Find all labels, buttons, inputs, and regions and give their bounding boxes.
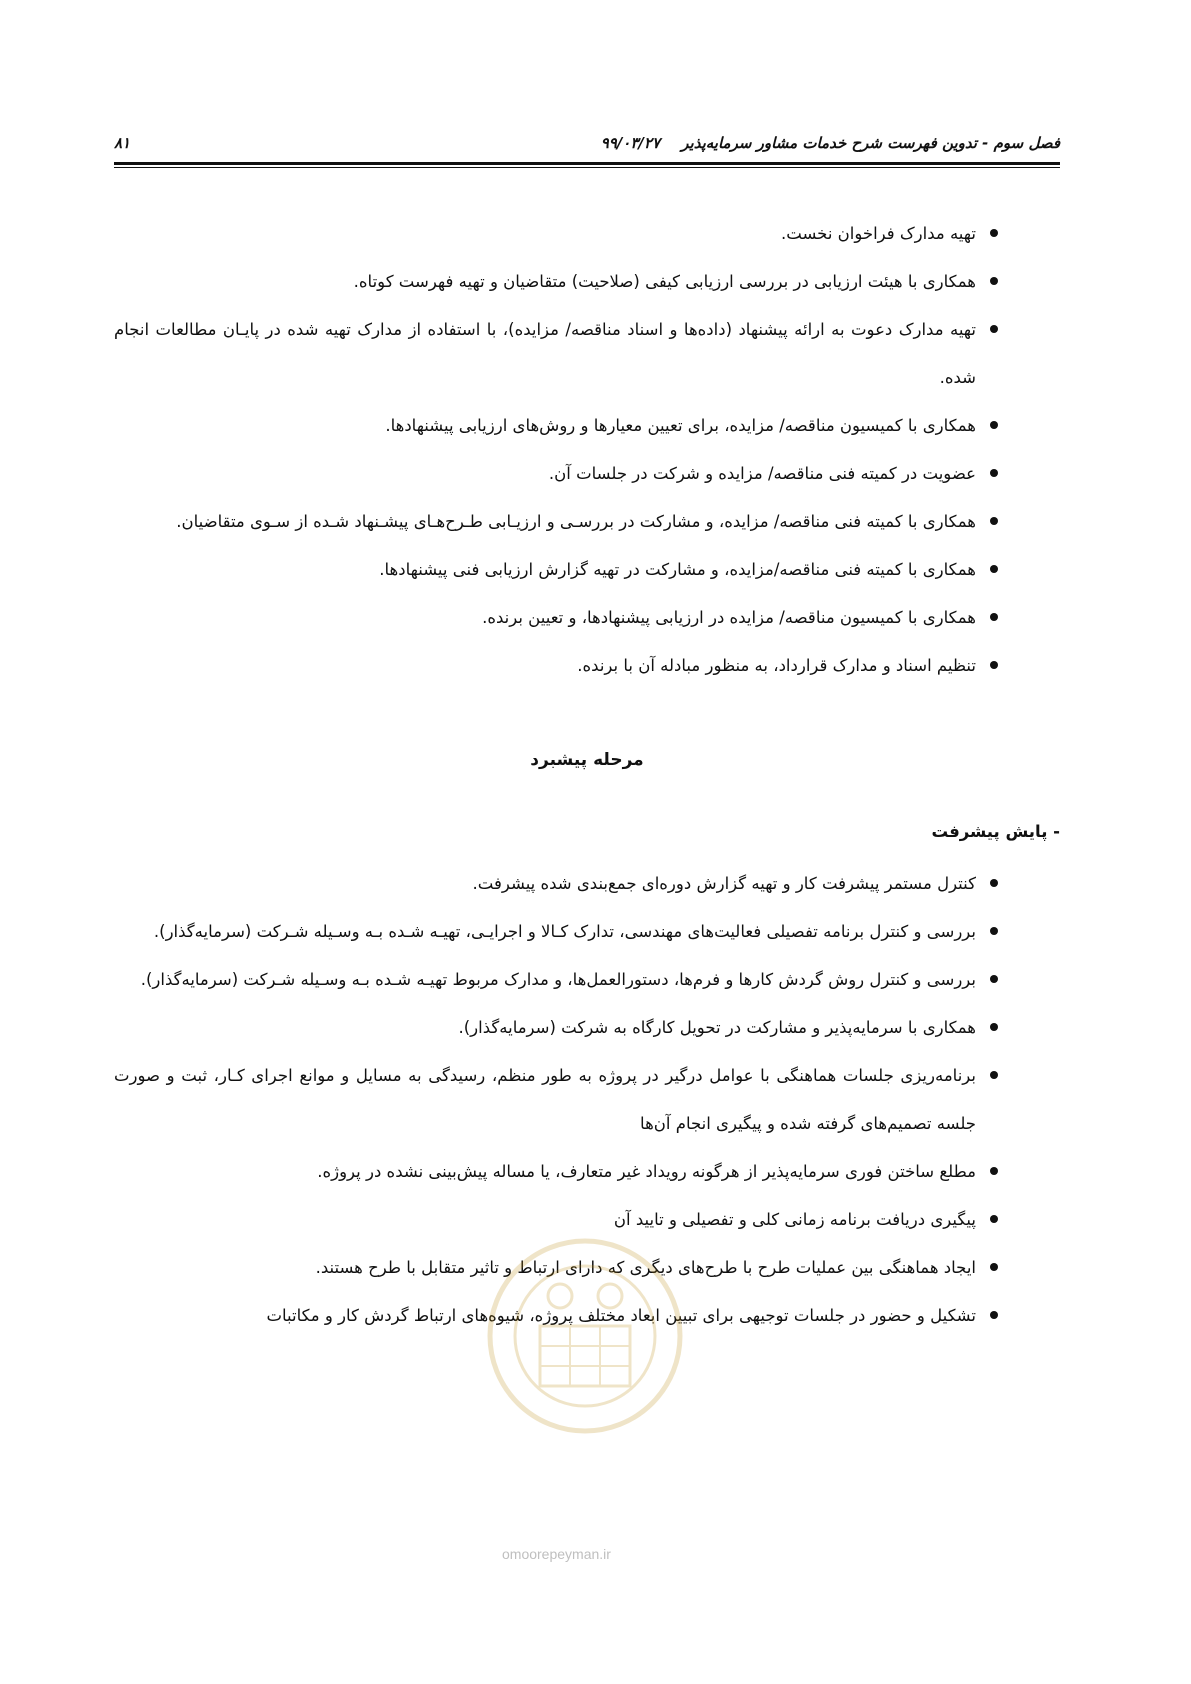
list-item bbox=[114, 306, 1060, 402]
bullet-icon bbox=[990, 421, 998, 429]
list-item bbox=[114, 1148, 1060, 1196]
list-item-text: بررسی و کنترل روش گردش کارها و فرم‌ها، دستورالعمل‌ها، و مدارک مربوط تهیـه شـده بـه وسـیله شـرکت (سرمایه‌گذار). bbox=[140, 970, 976, 989]
chapter-title: فصل سوم - تدوین فهرست شرح خدمات مشاور سرمایه‌پذیر bbox=[681, 134, 1060, 152]
list-item bbox=[114, 594, 1060, 642]
list-item bbox=[114, 546, 1060, 594]
list-item bbox=[114, 1004, 1060, 1052]
list-item-text: همکاری با هیئت ارزیابی در بررسی ارزیابی کیفی (صلاحیت) متقاضیان و تهیه فهرست کوتاه. bbox=[353, 272, 976, 291]
bullet-icon bbox=[990, 277, 998, 285]
list-item-text: همکاری با کمیسیون مناقصه/ مزایده، برای تعیین معیارها و روش‌های ارزیابی پیشنهادها. bbox=[385, 416, 976, 435]
list-item-text: همکاری با کمیته فنی مناقصه/ مزایده، و مشارکت در بررسـی و ارزیـابی طـرح‌هـای پیشـنهاد شـده از سـوی متقاضیان. bbox=[176, 512, 976, 531]
list-item-text: بررسی و کنترل برنامه تفصیلی فعالیت‌های مهندسی، تدارک کـالا و اجرایـی، تهیـه شـده بـه وسـیله شـرکت (سرمایه‌گذار). bbox=[153, 922, 976, 941]
list-item bbox=[114, 402, 1060, 450]
list-item bbox=[114, 210, 1060, 258]
bullet-icon bbox=[990, 927, 998, 935]
bullet-icon bbox=[990, 517, 998, 525]
list-item bbox=[114, 258, 1060, 306]
list-item-text: ایجاد هماهنگی بین عملیات طرح با طرح‌های دیگری که دارای ارتباط و تاثیر متقابل با طرح هستند. bbox=[315, 1258, 976, 1277]
list-item-text: تشکیل و حضور در جلسات توجیهی برای تبیین ابعاد مختلف پروژه، شیوه‌های ارتباط گردش کار و مکاتبات bbox=[266, 1306, 976, 1325]
list-item bbox=[114, 956, 1060, 1004]
list-item-text: پیگیری دریافت برنامه زمانی کلی و تفصیلی و تایید آن bbox=[613, 1210, 976, 1229]
list-item bbox=[114, 1052, 1060, 1148]
bullet-icon bbox=[990, 661, 998, 669]
bullet-icon bbox=[990, 975, 998, 983]
list-item bbox=[114, 498, 1060, 546]
bullet-icon bbox=[990, 469, 998, 477]
list-item-text: همکاری با سرمایه‌پذیر و مشارکت در تحویل کارگاه به شرکت (سرمایه‌گذار). bbox=[458, 1018, 976, 1037]
list-item-text: تهیه مدارک دعوت به ارائه پیشنهاد (داده‌ها و اسناد مناقصه/ مزایده)، با استفاده از مدارک تهیه شده در پایـان مطالعات انجام شده. bbox=[114, 320, 976, 387]
list-item bbox=[114, 642, 1060, 690]
list-item-text: عضویت در کمیته فنی مناقصه/ مزایده و شرکت در جلسات آن. bbox=[548, 464, 976, 483]
page-body bbox=[114, 210, 1060, 1340]
watermark-site: omoorepeyman.ir bbox=[502, 1546, 611, 1562]
bullet-icon bbox=[990, 613, 998, 621]
header-rule-thick bbox=[114, 162, 1060, 165]
list-item bbox=[114, 860, 1060, 908]
page-number: ۸۱ bbox=[114, 134, 131, 152]
list-item-text: همکاری با کمیته فنی مناقصه/مزایده، و مشارکت در تهیه گزارش ارزیابی فنی پیشنهادها. bbox=[379, 560, 976, 579]
header-rule-thin bbox=[114, 167, 1060, 168]
bullet-icon bbox=[990, 1311, 998, 1319]
watermark-seal-icon bbox=[480, 1236, 690, 1486]
bullet-icon bbox=[990, 1263, 998, 1271]
bullet-icon bbox=[990, 1167, 998, 1175]
list-item-text: کنترل مستمر پیشرفت کار و تهیه گزارش دوره‌ای جمع‌بندی شده پیشرفت. bbox=[472, 874, 976, 893]
page-header bbox=[114, 126, 1060, 166]
bullet-icon bbox=[990, 229, 998, 237]
list-item-text: تهیه مدارک فراخوان نخست. bbox=[781, 224, 976, 243]
list-item bbox=[114, 450, 1060, 498]
bullet-icon bbox=[990, 1023, 998, 1031]
subsection-title: - پایش پیشرفت bbox=[931, 822, 1060, 841]
bullet-icon bbox=[990, 565, 998, 573]
section-title: مرحله پیشبرد bbox=[530, 750, 644, 770]
bullet-icon bbox=[990, 879, 998, 887]
list-item-text: مطلع ساختن فوری سرمایه‌پذیر از هرگونه رویداد غیر متعارف، یا مساله پیش‌بینی نشده در پروژه. bbox=[317, 1162, 976, 1181]
bullet-icon bbox=[990, 1071, 998, 1079]
list-item bbox=[114, 908, 1060, 956]
header-date: ۹۹/۰۳/۲۷ bbox=[600, 134, 660, 152]
bullet-icon bbox=[990, 325, 998, 333]
bullet-list-tender bbox=[114, 210, 1060, 690]
list-item-text: برنامه‌ریزی جلسات هماهنگی با عوامل درگیر در پروژه به طور منظم، رسیدگی به مسایل و موانع اجرای کـار، ثبت و صورت جلسه تصمیم‌های گرفته شده و پیگیری انجام آن‌ها bbox=[114, 1066, 976, 1133]
list-item-text: همکاری با کمیسیون مناقصه/ مزایده در ارزیابی پیشنهادها، و تعیین برنده. bbox=[482, 608, 976, 627]
bullet-icon bbox=[990, 1215, 998, 1223]
list-item-text: تنظیم اسناد و مدارک قرارداد، به منظور مبادله آن با برنده. bbox=[577, 656, 976, 675]
